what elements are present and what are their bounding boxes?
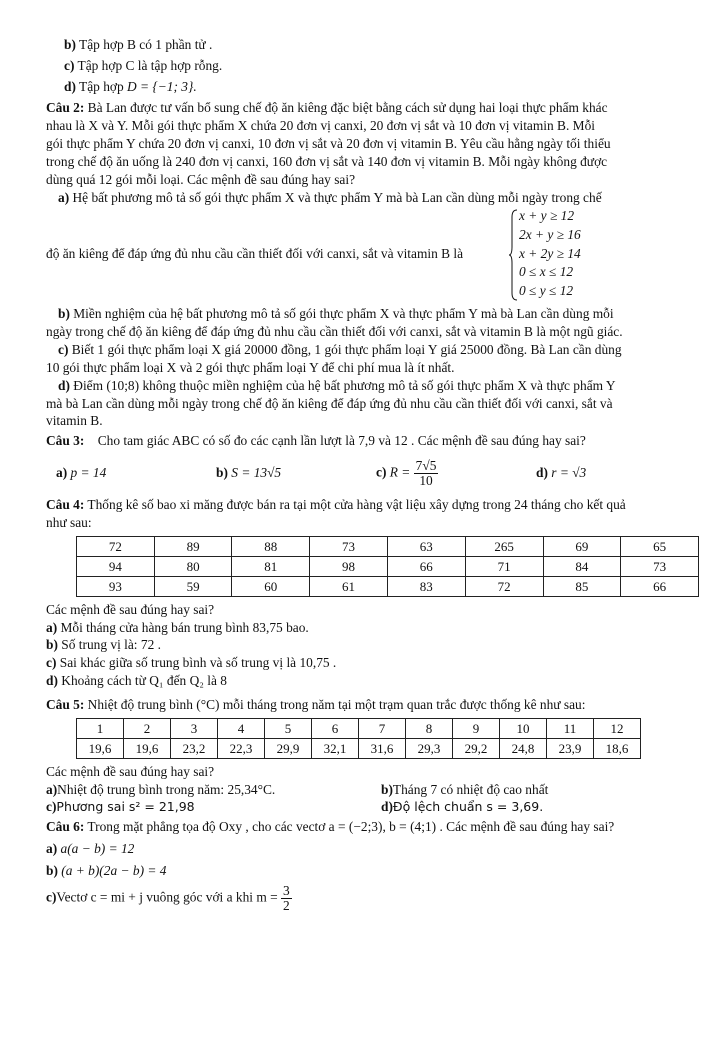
table-row [77, 536, 699, 556]
inequality: 0 ≤ y ≤ 12 [519, 282, 574, 298]
month-header-cell: 6 [312, 718, 359, 738]
q2-system-block [46, 207, 699, 303]
table-cell: 65 [621, 536, 699, 556]
q6-option-c: c)Vectơ c = mi + j vuông góc với a khi m = $\frac{3}{2}$ [46, 882, 290, 913]
q2-option-c: c) Biết 1 gói thực phẩm loại X giá 20000 đồng, 1 gói thực phẩm loại Y giá 25000 đồng. Bà Lan cần dùng [58, 342, 622, 358]
table-cell: 66 [387, 556, 465, 576]
q6-option-a: a) a(a − b) = 12 [46, 841, 135, 857]
q4-option-c: c) Sai khác giữa số trung bình và số trung vị là 10,75 . [46, 655, 337, 671]
inequality: 2x + y ≥ 16 [519, 227, 581, 243]
month-header-cell: 3 [171, 718, 218, 738]
q5-ask: Các mệnh đề sau đúng hay sai? [46, 763, 215, 779]
q2-intro-line: nhau là X và Y. Mỗi gói thực phẩm X chứa 20 đơn vị canxi, 20 đơn vị sắt và 10 đơn vị vitamin B. Mỗi [46, 118, 596, 134]
q3-option-d: d) r = √3 [536, 465, 587, 481]
month-header-cell: 10 [500, 718, 547, 738]
table-cell: 60 [232, 576, 310, 596]
month-header-cell: 11 [547, 718, 594, 738]
question-3 [46, 432, 699, 492]
table-cell: 93 [77, 576, 155, 596]
q2-intro-line: dùng quá 12 gói mỗi loại. Các mệnh đề sau đúng hay sai? [46, 171, 356, 187]
q4-stem: Câu 4: Thống kê số bao xi măng được bán ra tại một cửa hàng vật liệu xây dựng trong 24 tháng cho kết quả [46, 497, 626, 513]
table-cell: 72 [465, 576, 543, 596]
temperature-cell: 23,2 [171, 738, 218, 758]
table-cell: 66 [621, 576, 699, 596]
inequality-system [519, 207, 581, 300]
table-cell: 73 [621, 556, 699, 576]
table-cell: 94 [77, 556, 155, 576]
q6-stem: Câu 6: Trong mặt phẳng tọa độ Oxy , cho các vectơ a = (−2;3), b = (4;1) . Các mệnh đề sau đúng hay sai? [46, 819, 615, 835]
table-cell: 69 [543, 536, 621, 556]
q4-option-a: a) Mỗi tháng cửa hàng bán trung bình 83,75 bao. [46, 619, 309, 635]
q5-option-c: c)Phương sai s² = 21,98 [46, 799, 195, 815]
document-page [0, 36, 725, 913]
cement-sales-table [76, 536, 699, 597]
month-header-cell: 7 [359, 718, 406, 738]
temperature-cell: 24,8 [500, 738, 547, 758]
month-header-cell: 2 [124, 718, 171, 738]
q4-option-d: d) Khoảng cách từ Q₁ đến Q₂ là 8 [46, 673, 227, 689]
q3-stem: Câu 3: Cho tam giác ABC có số đo các cạnh lần lượt là 7,9 và 12 . Các mệnh đề sau đúng hay sai? [46, 433, 586, 449]
left-brace-icon [508, 209, 518, 301]
temperature-cell: 19,6 [124, 738, 171, 758]
table-row [77, 556, 699, 576]
q2-option-d-cont: vitamin B. [46, 413, 103, 429]
table-cell: 63 [387, 536, 465, 556]
q2-option-a-cont: độ ăn kiêng để đáp ứng đủ nhu cầu cần thiết đối với canxi, sắt và vitamin B là [46, 246, 464, 262]
temperature-cell: 31,6 [359, 738, 406, 758]
inequality: 0 ≤ x ≤ 12 [519, 264, 574, 280]
table-cell: 73 [310, 536, 388, 556]
q2-option-d-cont: mà bà Lan cần dùng mỗi ngày trong chế độ ăn kiêng để đáp ứng đủ nhu cầu cần thiết đối với canxi, sắt và [46, 395, 613, 411]
q2-intro-line: Câu 2: Bà Lan được tư vấn bổ sung chế độ ăn kiêng đặc biệt bằng cách sử dụng hai loại thực phẩm khác [46, 100, 608, 116]
table-cell: 81 [232, 556, 310, 576]
q2-option-b: b) Miền nghiệm của hệ bất phương mô tả số gói thực phẩm X và thực phẩm Y mà bà Lan cần dùng mỗi [58, 306, 614, 322]
q5-options-row [46, 798, 699, 816]
q5-option-a: a)Nhiệt độ trung bình trong năm: 25,34°C. [46, 781, 276, 797]
table-row [77, 718, 641, 738]
q5-options-row [46, 781, 699, 799]
question-6 [46, 818, 699, 913]
temperature-cell: 29,2 [453, 738, 500, 758]
q6-option-b: b) (a + b)(2a − b) = 4 [46, 862, 167, 878]
question-2 [46, 99, 699, 430]
temperature-cell: 23,9 [547, 738, 594, 758]
month-header-cell: 1 [77, 718, 124, 738]
inequality: x + 2y ≥ 14 [519, 245, 581, 261]
table-cell: 85 [543, 576, 621, 596]
q1-option-d: d) Tập hợp D = {−1; 3}. [64, 78, 197, 94]
temperature-cell: 22,3 [218, 738, 265, 758]
question-5 [46, 696, 699, 816]
q3-option-c: c) R = $\frac{7√5}{10}$ [376, 457, 437, 488]
table-cell: 80 [154, 556, 232, 576]
question-4 [46, 496, 699, 690]
q2-option-a: a) Hệ bất phương mô tả số gói thực phẩm X và thực phẩm Y mà bà Lan cần dùng mỗi ngày trong chế [58, 189, 602, 205]
month-header-cell: 8 [406, 718, 453, 738]
q3-option-a: a) p = 14 [56, 465, 107, 481]
month-header-cell: 4 [218, 718, 265, 738]
temperature-cell: 18,6 [594, 738, 641, 758]
q1-option-b: b) Tập hợp B có 1 phần tử . [64, 37, 213, 52]
fraction: $\frac{7√5}{10}$ [415, 457, 437, 488]
q5-stem: Câu 5: Nhiệt độ trung bình (°C) mỗi tháng trong năm tại một trạm quan trắc được thống kê như sau: [46, 696, 586, 712]
month-header-cell: 5 [265, 718, 312, 738]
q4-stem-cont: như sau: [46, 514, 92, 530]
table-cell: 88 [232, 536, 310, 556]
table-cell: 84 [543, 556, 621, 576]
table-row [77, 738, 641, 758]
q2-option-d: d) Điểm (10;8) không thuộc miền nghiệm của hệ bất phương mô tả số gói thực phẩm X và thực phẩm Y [58, 377, 616, 393]
table-cell: 72 [77, 536, 155, 556]
q4-option-b: b) Số trung vị là: 72 . [46, 637, 161, 653]
temperature-table [76, 718, 641, 759]
q2-option-b-cont: ngày trong chế độ ăn kiêng để đáp ứng đủ nhu cầu cần thiết đối với canxi, sắt và vitamin B là một ngũ giác. [46, 324, 623, 340]
temperature-cell: 29,3 [406, 738, 453, 758]
q2-intro-line: trong chế độ ăn uống là 240 đơn vị canxi, 160 đơn vị sắt và 140 đơn vị vitamin B. Mỗi ngày không được [46, 153, 608, 169]
q2-intro-line: gói thực phẩm Y chứa 20 đơn vị canxi, 10 đơn vị sắt và 20 đơn vị vitamin B. Yêu cầu hằng ngày tối thiểu [46, 136, 611, 152]
q5-option-d: d)Độ lệch chuẩn s = 3,69. [381, 799, 544, 815]
q1-option-c: c) Tập hợp C là tập hợp rỗng. [64, 57, 223, 73]
table-cell: 83 [387, 576, 465, 596]
q4-ask: Các mệnh đề sau đúng hay sai? [46, 601, 215, 617]
temperature-cell: 32,1 [312, 738, 359, 758]
fraction: $\frac{3}{2}$ [283, 882, 290, 913]
q2-option-c-cont: 10 gói thực phẩm loại X và 2 gói thực phẩm loại Y để chi phí mua là ít nhất. [46, 359, 455, 375]
temperature-cell: 29,9 [265, 738, 312, 758]
table-cell: 71 [465, 556, 543, 576]
table-row [77, 576, 699, 596]
table-cell: 89 [154, 536, 232, 556]
q3-options [46, 454, 699, 492]
table-cell: 61 [310, 576, 388, 596]
inequality: x + y ≥ 12 [519, 208, 575, 224]
table-cell: 59 [154, 576, 232, 596]
month-header-cell: 12 [594, 718, 641, 738]
month-header-cell: 9 [453, 718, 500, 738]
table-cell: 265 [465, 536, 543, 556]
table-cell: 98 [310, 556, 388, 576]
temperature-cell: 19,6 [77, 738, 124, 758]
q3-option-b: b) S = 13√5 [216, 465, 282, 481]
q5-option-b: b)Tháng 7 có nhiệt độ cao nhất [381, 781, 549, 797]
